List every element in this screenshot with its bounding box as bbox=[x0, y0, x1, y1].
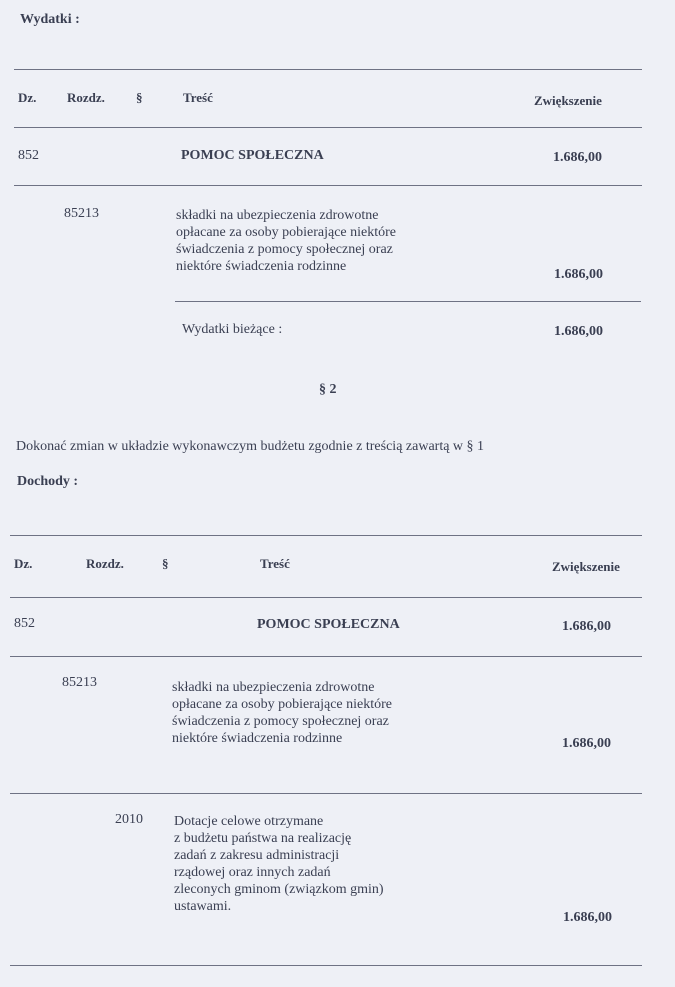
description-line: zleconych gminom (związkom gmin) bbox=[174, 882, 384, 897]
dzial-amount: 1.686,00 bbox=[562, 619, 611, 634]
dzial-name: POMOC SPOŁECZNA bbox=[181, 148, 324, 163]
description-line: niektóre świadczenia rodzinne bbox=[172, 731, 343, 746]
divider bbox=[14, 127, 642, 128]
col-header-dz: Dz. bbox=[14, 556, 33, 571]
paragraf-description bbox=[174, 813, 474, 915]
rozdzial-number: 85213 bbox=[62, 675, 97, 690]
biezace-label: Wydatki bieżące : bbox=[182, 322, 283, 337]
section-text: Dokonać zmian w układzie wykonawczym budżetu zgodnie z treścią zawartą w § 1 bbox=[16, 439, 485, 454]
dzial-number: 852 bbox=[18, 148, 39, 163]
col-header-zwiekszenie: Zwiększenie bbox=[534, 93, 602, 108]
description-line: ustawami. bbox=[174, 899, 232, 914]
description-line: niektóre świadczenia rodzinne bbox=[176, 259, 347, 274]
col-header-zwiekszenie: Zwiększenie bbox=[552, 559, 620, 574]
section-title: § 2 bbox=[319, 382, 337, 397]
description-line: opłacane za osoby pobierające niektóre bbox=[172, 697, 393, 712]
col-header-rozdz: Rozdz. bbox=[67, 90, 105, 105]
col-header-par: § bbox=[136, 90, 143, 105]
description-line: świadczenia z pomocy społecznej oraz bbox=[172, 714, 389, 729]
description-line: zadań z zakresu administracji bbox=[174, 848, 340, 863]
col-header-dz: Dz. bbox=[18, 90, 37, 105]
description-line: składki na ubezpieczenia zdrowotne bbox=[172, 680, 375, 695]
col-header-tresc: Treść bbox=[183, 90, 213, 105]
divider bbox=[14, 69, 642, 70]
divider bbox=[10, 597, 642, 598]
col-header-tresc: Treść bbox=[260, 556, 290, 571]
divider bbox=[10, 965, 642, 966]
dochody-heading: Dochody : bbox=[17, 474, 79, 489]
description-line: opłacane za osoby pobierające niektóre bbox=[176, 225, 397, 240]
divider bbox=[10, 656, 642, 657]
paragraf-amount: 1.686,00 bbox=[563, 910, 612, 925]
description-line: składki na ubezpieczenia zdrowotne bbox=[176, 208, 379, 223]
description-line: rządowej oraz innych zadań bbox=[174, 865, 331, 880]
rozdzial-amount: 1.686,00 bbox=[554, 267, 603, 282]
rozdzial-description bbox=[172, 679, 472, 747]
paragraf-number: 2010 bbox=[115, 812, 143, 827]
description-line: z budżetu państwa na realizację bbox=[174, 831, 352, 846]
rozdzial-amount: 1.686,00 bbox=[562, 736, 611, 751]
divider bbox=[14, 185, 642, 186]
rozdzial-number: 85213 bbox=[64, 206, 99, 221]
dzial-amount: 1.686,00 bbox=[553, 150, 602, 165]
biezace-amount: 1.686,00 bbox=[554, 324, 603, 339]
col-header-rozdz: Rozdz. bbox=[86, 556, 124, 571]
col-header-par: § bbox=[162, 556, 169, 571]
divider bbox=[10, 793, 642, 794]
dzial-name: POMOC SPOŁECZNA bbox=[257, 617, 400, 632]
divider bbox=[175, 301, 641, 302]
rozdzial-description bbox=[176, 207, 476, 275]
dzial-number: 852 bbox=[14, 616, 35, 631]
description-line: Dotacje celowe otrzymane bbox=[174, 814, 324, 829]
divider bbox=[10, 535, 642, 536]
wydatki-heading: Wydatki : bbox=[20, 12, 80, 27]
description-line: świadczenia z pomocy społecznej oraz bbox=[176, 242, 393, 257]
